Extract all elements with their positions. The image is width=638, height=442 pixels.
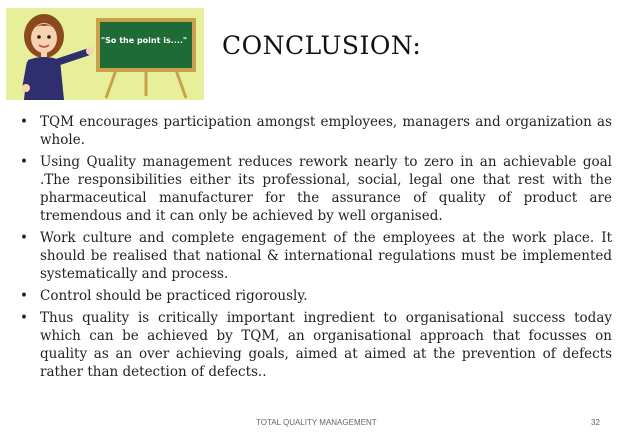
bullet-text: Control should be practiced rigorously. [40,288,308,304]
bullet-item [20,113,612,149]
footer-title: TOTAL QUALITY MANAGEMENT [256,418,377,427]
bullet-text: Work culture and complete engagement of the employees at the work place. It should be realised that national & international regulations must be implemented systematically and process. [40,230,612,282]
bullet-text: TQM encourages participation amongst employees, managers and organization as whole. [40,114,612,148]
bullet-item [20,287,612,305]
bullet-marker: • [20,230,28,246]
bullet-item [20,153,612,225]
bullet-item [20,229,612,283]
bullet-marker: • [20,114,28,130]
bullet-item [20,309,612,381]
bullet-marker: • [20,288,28,304]
page-number: 32 [591,418,600,427]
bullet-marker: • [20,310,28,326]
bullet-marker: • [20,154,28,170]
teacher-clipart [6,8,204,100]
slide-title: CONCLUSION: [222,31,422,60]
bullet-text: Using Quality management reduces rework nearly to zero in an achievable goal .The responsibilities either its professional, social, legal one that rest with the pharmaceutical manufacturer for the assurance of quality of product are tremendous and it can only be achieved by well organised. [40,154,612,224]
bullet-list [20,113,612,385]
teacher-at-chalkboard-icon [6,8,204,100]
chalkboard-text: "So the point is...." [101,36,188,45]
bullet-text: Thus quality is critically important ingredient to organisational success today which can be achieved by TQM, an organisational approach that focusses on quality as an over achieving goals, aimed at aimed at the prevention of defects rather than detection of defects.. [40,310,612,380]
